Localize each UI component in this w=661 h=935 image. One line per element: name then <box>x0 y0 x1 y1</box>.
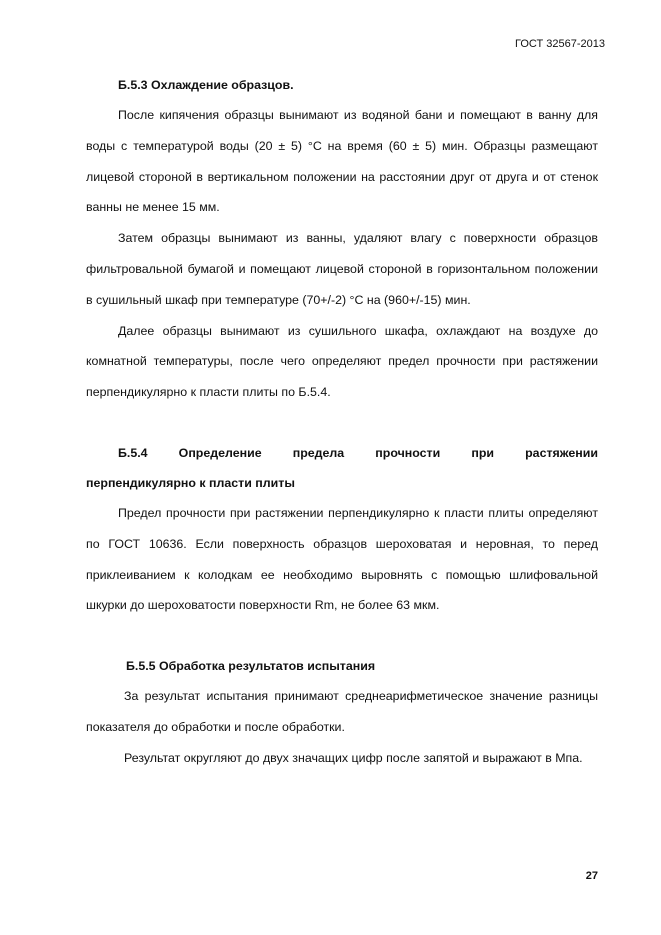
section-spacer <box>86 621 598 651</box>
paragraph-b55-2: Результат округляют до двух значащих цифр после запятой и выражают в Мпа. <box>124 750 583 765</box>
section-heading-b54-line2: перпендикулярно к пласти плиты <box>86 475 295 490</box>
paragraph-b54-1: Предел прочности при растяжении перпендикулярно к пласти плиты определяют по ГОСТ 10636. Если поверхность образцов шероховатая и неровная, то перед приклеиванием к колодкам ее необходимо выровнять с помощью шлифовальной шкурки до шероховатости поверхности Rm, не более 63 мкм. <box>86 505 598 613</box>
paragraph-b53-3: Далее образцы вынимают из сушильного шкафа, охлаждают на воздухе до комнатной температуры, после чего определяют предел прочности при растяжении перпендикулярно к пласти плиты по Б.5.4. <box>86 323 598 400</box>
section-heading-b55: Б.5.5 Обработка результатов испытания <box>126 659 376 674</box>
page-number: 27 <box>585 870 598 882</box>
section-heading-b53: Б.5.3 Охлаждение образцов. <box>118 78 294 92</box>
section-spacer <box>86 408 598 438</box>
paragraph-b55-1: За результат испытания принимают среднеарифметическое значение разницы показателя до обработки и после обработки. <box>86 689 598 734</box>
section-heading-b54-line1: Б.5.4 Определение предела прочности при растяжении <box>118 445 598 460</box>
document-code-header: ГОСТ 32567-2013 <box>515 38 605 50</box>
page-content <box>86 70 598 774</box>
paragraph-b53-1: После кипячения образцы вынимают из водяной бани и помещают в ванну для воды с температурой воды (20 ± 5) °С на время (60 ± 5) мин. Образцы размещают лицевой стороной в вертикальном положении на расстоянии друг от друга и от стенок ванны не менее 15 мм. <box>86 108 598 215</box>
paragraph-b53-2: Затем образцы вынимают из ванны, удаляют влагу с поверхности образцов фильтровальной бумагой и помещают лицевой стороной в горизонтальном положении в сушильный шкаф при температуре (70+/-2) °С на (960+/-15) мин. <box>86 231 598 307</box>
